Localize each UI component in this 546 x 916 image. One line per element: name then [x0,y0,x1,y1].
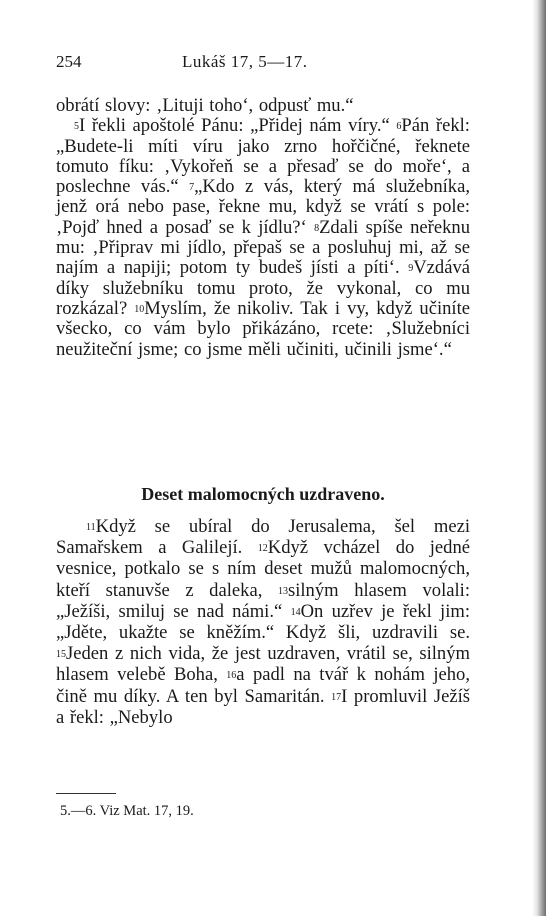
paragraph-verses-5-10 [56,116,470,360]
verse-text: Když vcházel do jedné vesnice, potkalo se s ním deset mužů malomocných, kteří stanuvše z daleka, [56,537,470,601]
verse-number: 10 [134,303,145,315]
verse-text: I řekli apoštolé Pánu: „Přidej nám víry.“ [79,115,390,137]
page-edge-shadow [532,0,546,916]
verse-number: 13 [277,585,288,597]
opening-text: obrátí slovy: ‚Lituji toho‘, odpusť mu.“ [56,95,354,116]
verse-number: 17 [331,691,342,703]
footnote: 5.—6. Viz Mat. 17, 19. [60,803,194,819]
verse-number: 15 [56,649,66,661]
verse-text: Pán řekl: „Budete-li míti víru jako zrno hořčičné, řeknete tomuto fíku: ‚Vykořeň se a přesaď se do moře‘, a poslechne vás.“ [56,115,470,198]
verse-text: Vzdává díky služebníku tomu proto, že vykonal, co mu rozkázal? [56,257,470,319]
verse-number: 16 [226,670,237,682]
verse-text: Když se ubíral do Jerusalema, šel mezi Samařskem a Galilejí. [56,516,470,559]
verse-number: 8 [314,222,320,234]
verse-text: I promluvil Ježíš a řekl: „Nebylo [56,685,470,728]
verse-text: „Kdo z vás, který má služebníka, jenž orá nebo pase, řekne mu, když se vrátí s pole: ‚Pojď hned a posaď se k jídlu?‘ [56,176,470,238]
verse-number: 9 [408,263,414,275]
passage-text [56,96,470,360]
section-heading: Deset malomocných uzdraveno. [141,484,385,504]
paragraph-verses-11-17 [56,516,470,728]
paragraph-continuation [56,96,470,116]
verse-text: On uzřev je řekl jim: „Jděte, ukažte se kněžím.“ Když šli, uzdravili se. [56,600,471,644]
verse-number: 7 [189,182,195,194]
verse-text: silným hlasem volali: „Ježíši, smiluj se nad námi.“ [56,579,470,622]
running-head: Lukáš 17, 5—17. [182,52,308,71]
section-text [56,516,470,728]
verse-text: a padl na tvář k nohám jeho, čině mu díky. A ten byl Samaritán. [56,664,470,707]
verse-number: 6 [396,121,402,133]
verse-text: Jeden z nich vida, že jest uzdraven, vrátil se, silným hlasem velebě Boha, [56,643,470,686]
verse-number: 12 [257,543,268,555]
verse-number: 5 [74,121,79,133]
footnote-rule [56,793,116,794]
page-header [56,52,496,78]
verse-text: Myslím, že nikoliv. Tak i vy, když učiníte všecko, co vám bylo přikázáno, rcete: ‚Služebníci neužiteční jsme; co jsme měli učiniti, učinili jsme‘.“ [56,297,470,360]
page-number: 254 [56,52,82,71]
verse-number: 14 [290,606,301,618]
verse-number: 11 [86,522,96,533]
verse-text: Zdali spíše neřeknu mu: ‚Připrav mi jídlo, přepaš se a posluhuj mi, až se najím a napiji; potom ty budeš jísti a píti‘. [56,216,471,279]
